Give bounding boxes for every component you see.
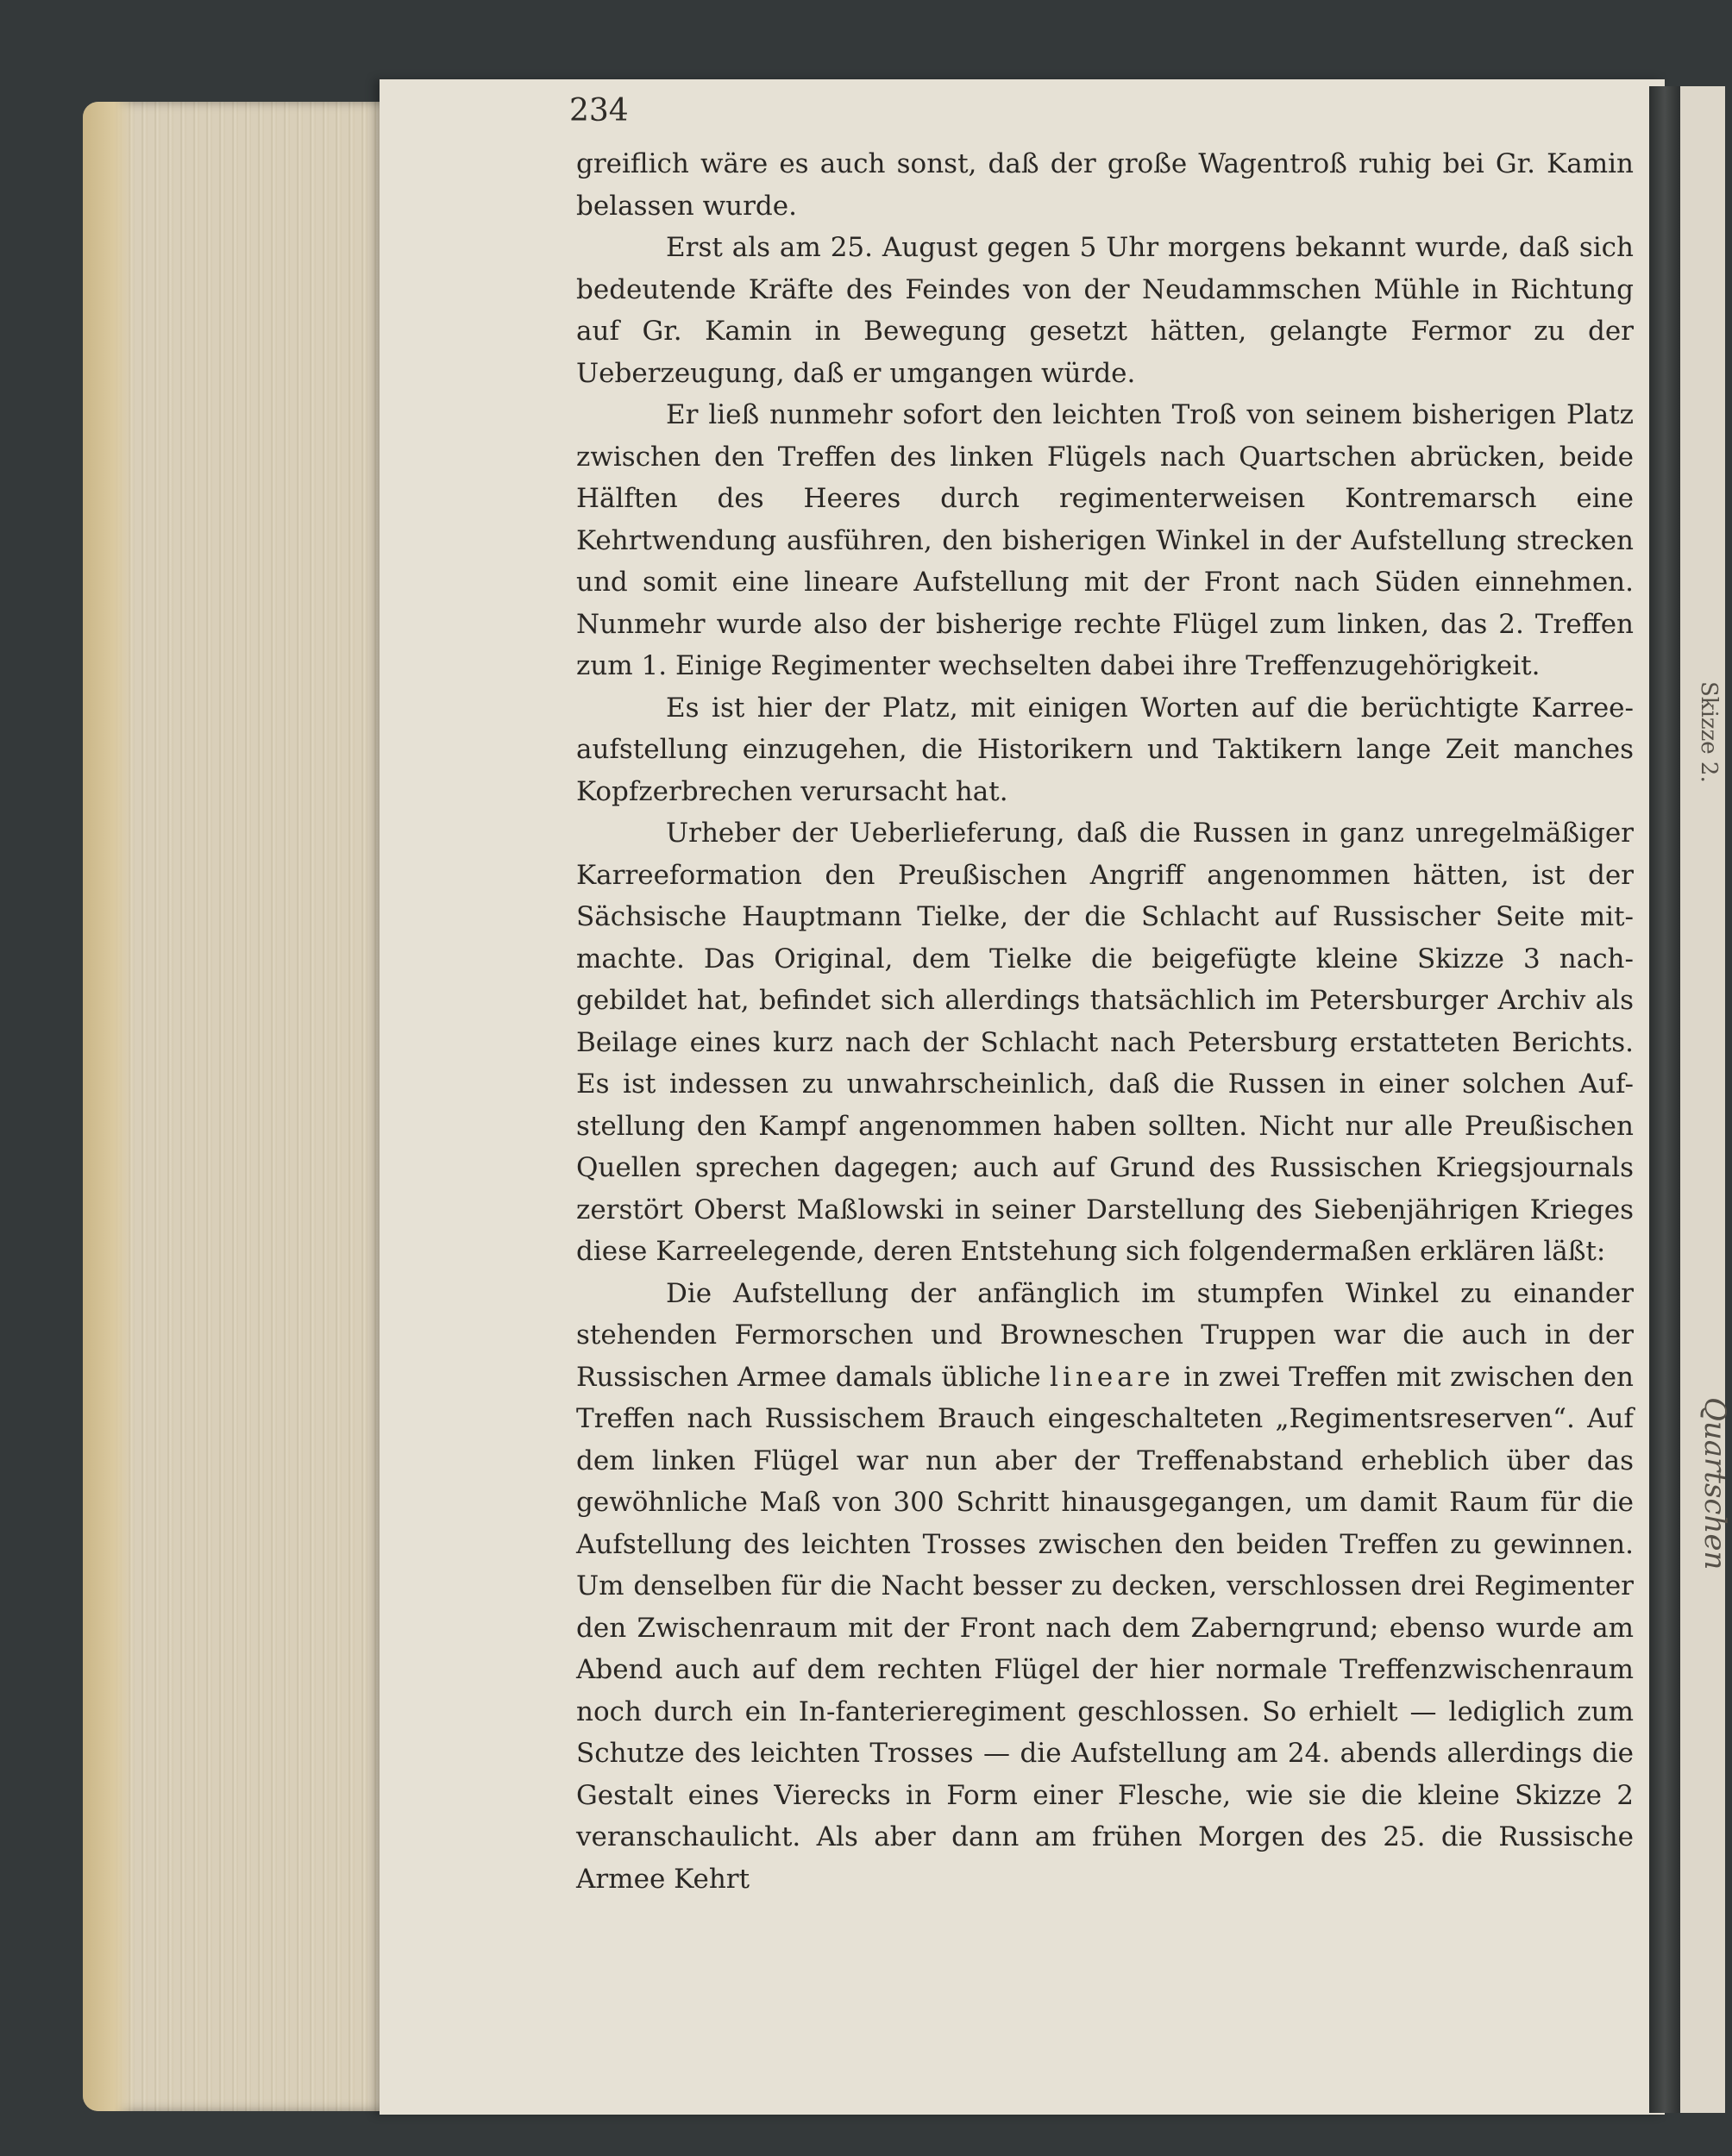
book-cover-edge: [83, 102, 135, 2111]
book-gutter: [1649, 86, 1680, 2113]
paragraph-6-part-2: in zwei Treffen mit zwischen den Treffen nach Russischem Brauch eingeschalteten „Regimentsreserven“. Auf dem linken Flügel war nun aber der Treffenabstand erheblich über das gewöhnliche Maß von 300 Schritt hinausgegangen, um damit Raum für die Aufstellung des leichten Trosses zwischen den beiden Treffen zu gewinnen. Um denselben für die Nacht besser zu decken, verschlossen drei Regimenter den Zwischenraum mit der Front nach dem Zaberngrund; ebenso wurde am Abend auch auf dem rechten Flügel der hier normale Treffenzwischenraum noch durch ein In-fanterieregiment geschlossen. So erhielt — lediglich zum Schutze des leichten Trosses — die Aufstellung am 24. abends allerdings die Gestalt eines Vierecks in Form einer Flesche, wie sie die kleine Skizze 2 veranschaulicht. Als aber dann am frühen Morgen des 25. die Russische Armee Kehrt: [576, 1361, 1635, 1895]
paragraph-6: [576, 1273, 1634, 1901]
paragraph-3: Er ließ nunmehr sofort den leichten Troß von seinem bisherigen Platz zwischen den Treffen des linken Flügels nach Quartschen abrücken, beide Hälften des Heeres durch regimenterweisen Kontremarsch eine Kehrtwendung ausführen, den bisherigen Winkel in der Aufstellung strecken und somit eine lineare Aufstellung mit der Front nach Süden einnehmen. Nunmehr wurde also der bisherige rechte Flügel zum linken, das 2. Treffen zum 1. Einige Regimenter wechselten dabei ihre Treffenzugehörigkeit.: [576, 399, 1634, 681]
paragraph-6-part-1: Die Aufstellung der anfänglich im stumpfen Winkel zu einander stehenden Fermorschen und Browneschen Truppen war die auch in der Russischen Armee damals übliche: [576, 1277, 1634, 1393]
paragraph-6-spaced-word: lineare: [1050, 1361, 1175, 1393]
page-number: 234: [569, 93, 629, 128]
paragraph-1: greiflich wäre es auch sonst, daß der große Wagentroß ruhig bei Gr. Kamin belassen wurde.: [576, 148, 1634, 222]
paragraph-5: Urheber der Ueberlieferung, daß die Russen in ganz unregelmäßiger Karreeformation den Preußischen Angriff angenommen hätten, ist der Sächsische Hauptmann Tielke, der die Schlacht auf Russischer Seite mit-machte. Das Original, dem Tielke die beigefügte kleine Skizze 3 nach-gebildet hat, befindet sich allerdings thatsächlich im Petersburger Archiv als Beilage eines kurz nach der Schlacht nach Petersburg erstatteten Berichts. Es ist indessen zu unwahrscheinlich, daß die Russen in einer solchen Auf-stellung den Kampf angenommen haben sollten. Nicht nur alle Preußischen Quellen sprechen dagegen; auch auf Grund des Russischen Kriegsjournals zerstört Oberst Maßlowski in seiner Darstellung des Siebenjährigen Krieges diese Karreelegende, deren Entstehung sich folgendermaßen erklären läßt:: [576, 818, 1634, 1267]
facing-page-strip: [1680, 86, 1725, 2113]
page-body-text: [576, 143, 1634, 1900]
facing-page-label-sketch: Skizze 2.: [1696, 681, 1722, 783]
paragraph-4: Es ist hier der Platz, mit einigen Worten auf die berüchtigte Karree-aufstellung einzugehen, die Historikern und Taktikern lange Zeit manches Kopfzerbrechen verursacht hat.: [576, 692, 1634, 807]
facing-page-label-place: Quartschen: [1697, 1397, 1732, 1570]
paragraph-2: Erst als am 25. August gegen 5 Uhr morgens bekannt wurde, daß sich bedeutende Kräfte des Feindes von der Neudammschen Mühle in Richtung auf Gr. Kamin in Bewegung gesetzt hätten, gelangte Fermor zu der Ueberzeugung, daß er umgangen würde.: [576, 232, 1634, 389]
